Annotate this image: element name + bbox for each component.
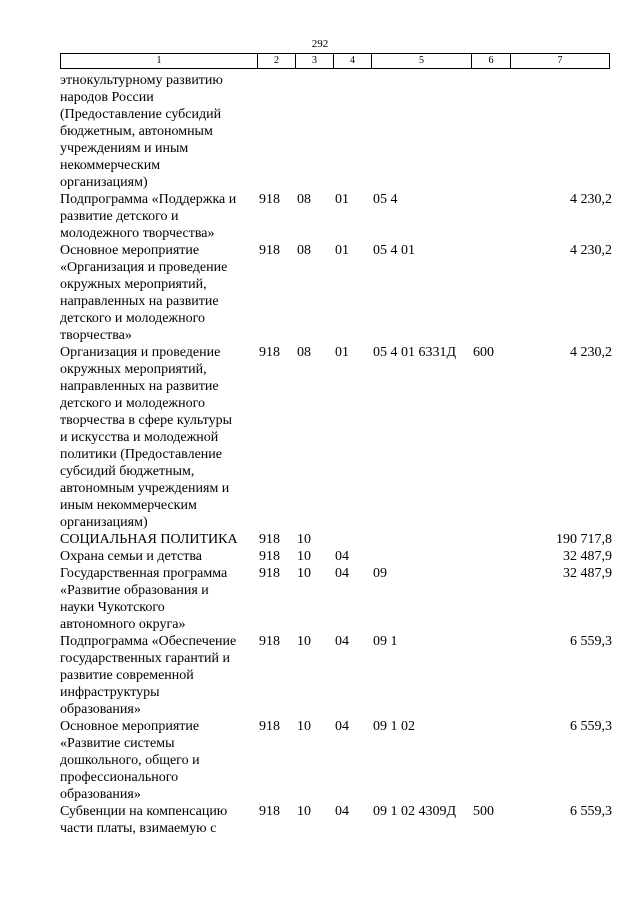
description-line: окружных мероприятий, (60, 362, 207, 377)
description-line: дошкольного, общего и (60, 753, 200, 768)
description-line: автономным учреждениям и (60, 481, 230, 496)
table-row (60, 531, 612, 548)
description-line: некоммерческим (60, 158, 161, 173)
description-line: Подпрограмма «Обеспечение (60, 634, 237, 649)
row-description (60, 531, 252, 548)
ministry-code: 918 (259, 345, 280, 360)
column-header-7: 7 (511, 54, 610, 69)
description-line: организациям) (60, 175, 148, 190)
budget-table-body (60, 72, 612, 837)
ministry-code: 918 (259, 566, 280, 581)
table-row (60, 344, 612, 531)
section-code: 08 (297, 345, 311, 360)
description-line: творчества» (60, 328, 132, 343)
description-line: Охрана семьи и детства (60, 549, 202, 564)
description-line: «Организация и проведение (60, 260, 228, 275)
target-article-code: 09 1 02 4309Д (373, 804, 457, 819)
description-line: окружных мероприятий, (60, 277, 207, 292)
description-line: части платы, взимаемую с (60, 821, 217, 836)
column-header-4: 4 (334, 54, 372, 69)
amount: 6 559,3 (570, 719, 612, 734)
amount: 32 487,9 (563, 566, 612, 581)
description-line: направленных на развитие (60, 294, 219, 309)
description-line: профессионального (60, 770, 179, 785)
description-line: инфраструктуры (60, 685, 160, 700)
description-line: субсидий бюджетным, (60, 464, 195, 479)
section-code: 08 (297, 243, 311, 258)
target-article-code: 09 1 (373, 634, 398, 649)
ministry-code: 918 (259, 719, 280, 734)
table-row (60, 565, 612, 633)
column-header-2: 2 (258, 54, 296, 69)
row-description (60, 72, 252, 191)
subsection-code: 01 (335, 192, 349, 207)
description-line: политики (Предоставление (60, 447, 223, 462)
table-row (60, 803, 612, 837)
subsection-code: 04 (335, 549, 349, 564)
section-code: 10 (297, 719, 311, 734)
row-description (60, 548, 252, 565)
target-article-code: 09 1 02 (373, 719, 415, 734)
row-description (60, 565, 252, 633)
description-line: «Развитие системы (60, 736, 175, 751)
amount: 4 230,2 (570, 345, 612, 360)
amount: 6 559,3 (570, 804, 612, 819)
column-header-6: 6 (472, 54, 511, 69)
description-line: науки Чукотского (60, 600, 165, 615)
description-line: «Развитие образования и (60, 583, 209, 598)
ministry-code: 918 (259, 192, 280, 207)
subsection-code: 04 (335, 804, 349, 819)
subsection-code: 01 (335, 243, 349, 258)
column-header-table (60, 53, 610, 69)
subsection-code: 04 (335, 719, 349, 734)
section-code: 08 (297, 192, 311, 207)
table-row (60, 548, 612, 565)
description-line: (Предоставление субсидий (60, 107, 222, 122)
description-line: Основное мероприятие (60, 243, 200, 258)
ministry-code: 918 (259, 243, 280, 258)
page-number: 292 (311, 38, 329, 50)
description-line: Субвенции на компенсацию (60, 804, 228, 819)
description-line: Подпрограмма «Поддержка и (60, 192, 237, 207)
table-row (60, 72, 612, 191)
ministry-code: 918 (259, 532, 280, 547)
subsection-code: 04 (335, 566, 349, 581)
expense-type-code: 600 (473, 345, 494, 360)
expense-type-code: 500 (473, 804, 494, 819)
ministry-code: 918 (259, 634, 280, 649)
amount: 4 230,2 (570, 192, 612, 207)
description-line: Организация и проведение (60, 345, 221, 360)
description-line: автономного округа» (60, 617, 186, 632)
section-code: 10 (297, 532, 311, 547)
row-description (60, 718, 252, 803)
description-line: бюджетным, автономным (60, 124, 213, 139)
target-article-code: 09 (373, 566, 387, 581)
table-row (60, 191, 612, 242)
description-line: организациям) (60, 515, 148, 530)
description-line: образования» (60, 702, 141, 717)
description-line: направленных на развитие (60, 379, 219, 394)
section-code: 10 (297, 566, 311, 581)
subsection-code: 04 (335, 634, 349, 649)
column-header-1: 1 (61, 54, 258, 69)
row-description (60, 344, 252, 531)
amount: 32 487,9 (563, 549, 612, 564)
section-code: 10 (297, 804, 311, 819)
column-header-row (61, 54, 610, 69)
description-line: и искусства и молодежной (60, 430, 219, 445)
table-row (60, 242, 612, 344)
description-line: молодежного творчества» (60, 226, 215, 241)
subsection-code: 01 (335, 345, 349, 360)
table-row (60, 633, 612, 718)
description-line: народов России (60, 90, 154, 105)
description-line: развитие детского и (60, 209, 179, 224)
amount: 190 717,8 (556, 532, 612, 547)
target-article-code: 05 4 01 6331Д (373, 345, 457, 360)
description-line: иным некоммерческим (60, 498, 197, 513)
ministry-code: 918 (259, 804, 280, 819)
column-header-3: 3 (296, 54, 334, 69)
section-code: 10 (297, 634, 311, 649)
target-article-code: 05 4 (373, 192, 398, 207)
row-description (60, 633, 252, 718)
description-line: детского и молодежного (60, 311, 205, 326)
amount: 6 559,3 (570, 634, 612, 649)
description-line: этнокультурному развитию (60, 73, 223, 88)
target-article-code: 05 4 01 (373, 243, 415, 258)
section-code: 10 (297, 549, 311, 564)
amount: 4 230,2 (570, 243, 612, 258)
description-line: детского и молодежного (60, 396, 205, 411)
row-description (60, 803, 252, 837)
description-line: Государственная программа (60, 566, 228, 581)
description-line: учреждениям и иным (60, 141, 189, 156)
description-line: образования» (60, 787, 141, 802)
column-header-5: 5 (372, 54, 472, 69)
description-line: Основное мероприятие (60, 719, 200, 734)
table-row (60, 718, 612, 803)
description-line: СОЦИАЛЬНАЯ ПОЛИТИКА (60, 532, 238, 547)
row-description (60, 191, 252, 242)
description-line: творчества в сфере культуры (60, 413, 233, 428)
ministry-code: 918 (259, 549, 280, 564)
row-description (60, 242, 252, 344)
description-line: государственных гарантий и (60, 651, 230, 666)
description-line: развитие современной (60, 668, 194, 683)
